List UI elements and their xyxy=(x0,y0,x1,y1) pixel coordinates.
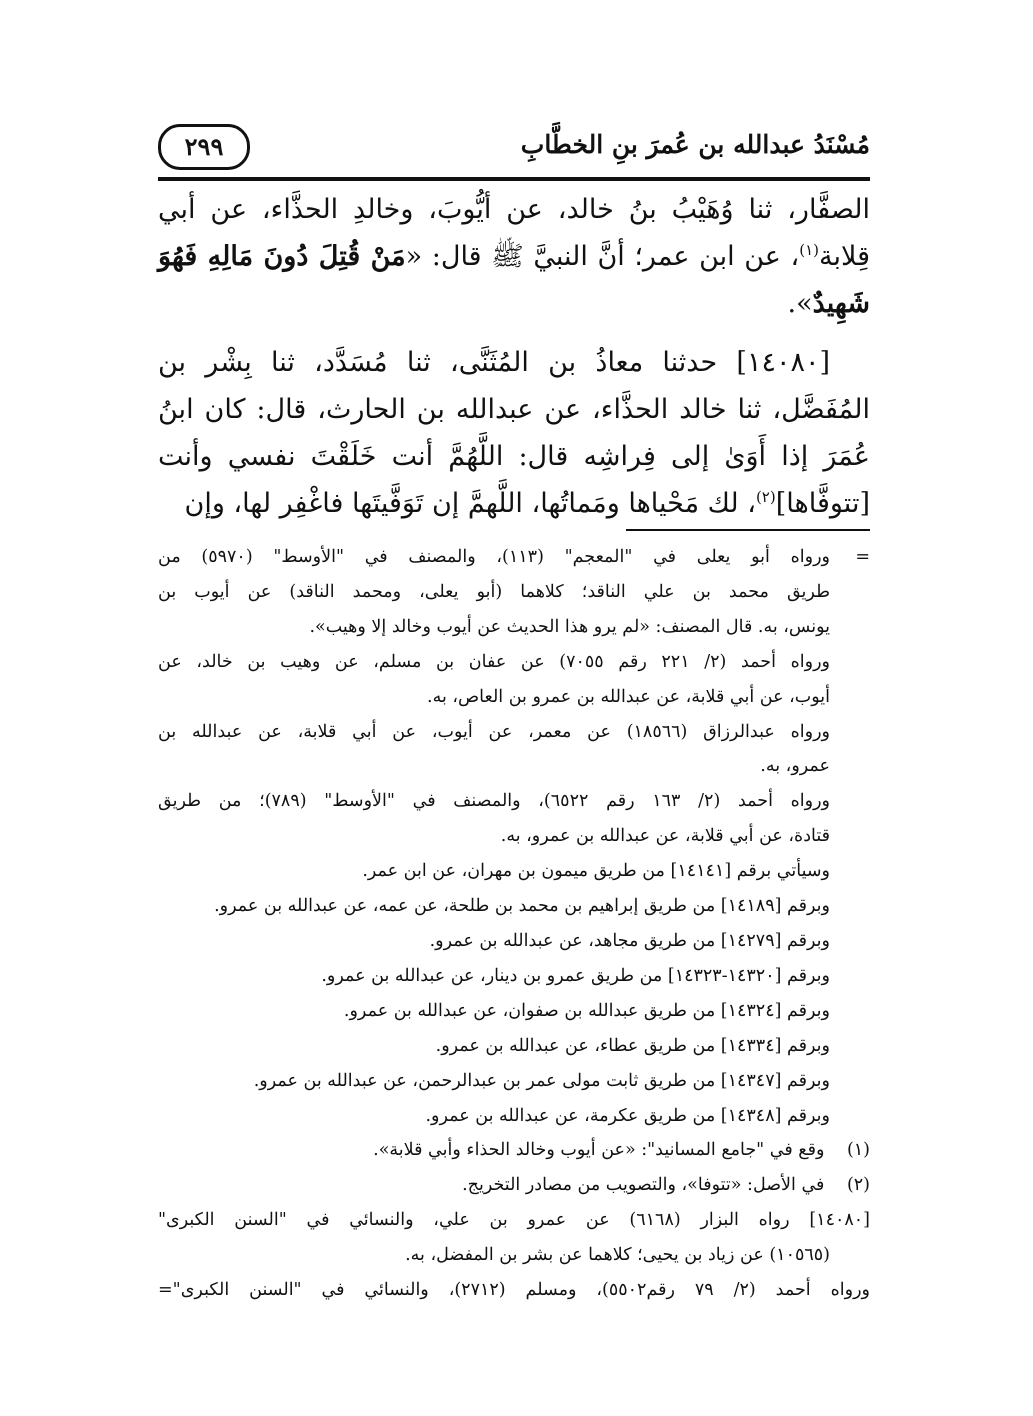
footnote-line: عمرو، به. xyxy=(760,756,830,777)
hadith-14080: [١٤٠٨٠] حدثنا معاذُ بن المُثَنَّى، ثنا مُسَدَّد، ثنا بِشْر بن المُفَضَّل، ثنا خالد الحذَّاء، عن عبدالله بن الحارث، قال: كان ابنُ عُمَرَ إذا أَوَىٰ إلى فِراشِه قال: اللَّهُمَّ أنت خَلَقْتَ نفسي وأنت [تتوفَّاها]$^{(٢)}$، لك مَحْياها ومَماتُها، اللَّهمَّ إن تَوَفَّيتَها فاغْفِر لها، وإن xyxy=(158,347,870,519)
footnote-line: وبرقم [١٤٣٢٤] من طريق عبدالله بن صفوان، عن عبدالله بن عمرو. xyxy=(343,1000,830,1021)
footnote-line: ورواه أحمد (٢/ ٧٩ رقم٥٥٠٢)، ومسلم (٢٧١٢)، والنسائي في "السنن الكبرى"= xyxy=(158,1280,870,1301)
paragraph-continuation: الصفَّار، ثنا وُهَيْبُ بنُ خالد، عن أيُّوبَ، وخالدِ الحذَّاء، عن أبي قِلابة$^{(١)}$، عن ابن عمر؛ أنَّ النبيَّ ﷺ قال: «مَنْ قُتِلَ دُونَ مَالِهِ فَهُوَ شَهِيدٌ». xyxy=(158,194,870,319)
footnote-line: [١٤٠٨٠] رواه البزار (٦١٦٨) عن عمرو بن علي، والنسائي في "السنن الكبرى" xyxy=(158,1210,870,1231)
page-header xyxy=(158,122,870,176)
footnote-line: وبرقم [١٤٢٧٩] من طريق مجاهد، عن عبدالله بن عمرو. xyxy=(429,930,830,951)
footnote-1: (١) وقع في "جامع المسانيد": «عن أيوب وخالد الحذاء وأبي قلابة». xyxy=(373,1140,870,1161)
footnote-ref-2: (٢) xyxy=(755,488,776,506)
footnote-line: يونس، به. قال المصنف: «لم يرو هذا الحديث عن أيوب وخالد إلا وهيب». xyxy=(309,616,830,637)
footnote-line: وبرقم [١٤٣٣٤] من طريق عطاء، عن عبدالله بن عمرو. xyxy=(435,1035,830,1056)
header-rule xyxy=(158,177,870,181)
footnote-line: =ورواه أبو يعلى في "المعجم" (١١٣)، والمصنف في "الأوسط" (٥٩٧٠) من xyxy=(158,547,870,567)
footnote-ref-1: (١) xyxy=(799,241,819,259)
page-number-badge: ٢٩٩ xyxy=(158,124,250,170)
footnote-line: ورواه أحمد (٢/ ١٦٣ رقم ٦٥٢٢)، والمصنف في "الأوسط" (٧٨٩)؛ من طريق xyxy=(158,791,831,812)
footnote-line: ورواه أحمد (٢/ ٢٢١ رقم ٧٠٥٥) عن عفان بن مسلم، عن وهيب بن خالد، عن xyxy=(158,651,830,672)
footnotes xyxy=(158,540,870,1308)
main-text xyxy=(158,186,870,527)
footnote-line: وسيأتي برقم [١٤١٤١] من طريق ميمون بن مهران، عن ابن عمر. xyxy=(362,861,830,882)
footnote-line: قتادة، عن أبي قلابة، عن عبدالله بن عمرو، به. xyxy=(500,826,830,847)
running-title: مُسْنَدُ عبدالله بن عُمرَ بنِ الخطَّابِ xyxy=(520,130,870,159)
hadith-quote: مَنْ قُتِلَ دُونَ مَالِهِ فَهُوَ شَهِيدٌ xyxy=(158,241,870,319)
footnote-line: ورواه عبدالرزاق (١٨٥٦٦) عن معمر، عن أيوب، عن أبي قلابة، عن عبدالله بن xyxy=(158,721,830,742)
footnote-line: وبرقم [١٤١٨٩] من طريق إبراهيم بن محمد بن طلحة، عن عمه، عن عبدالله بن عمرو. xyxy=(214,896,830,917)
footnote-line: طريق محمد بن علي الناقد؛ كلاهما (أبو يعلى، ومحمد الناقد) عن أيوب بن xyxy=(158,581,830,602)
footnote-line: وبرقم [١٤٣٤٧] من طريق ثابت مولى عمر بن عبدالرحمن، عن عبدالله بن عمرو. xyxy=(253,1070,830,1091)
footnote-line: (١٠٥٦٥) عن زياد بن يحيى؛ كلاهما عن بشر بن المفضل، به. xyxy=(405,1245,830,1266)
footnote-separator xyxy=(626,529,870,531)
footnote-line: أيوب، عن أبي قلابة، عن عبدالله بن عمرو بن العاص، به. xyxy=(427,686,830,707)
footnote-line: وبرقم [١٤٣٤٨] من طريق عكرمة، عن عبدالله بن عمرو. xyxy=(425,1105,830,1126)
footnote-2: (٢) في الأصل: «تتوفا»، والتصويب من مصادر التخريج. xyxy=(462,1175,870,1196)
footnote-line: وبرقم [١٤٣٢٠-١٤٣٢٣] من طريق عمرو بن دينار، عن عبدالله بن عمرو. xyxy=(321,965,830,986)
